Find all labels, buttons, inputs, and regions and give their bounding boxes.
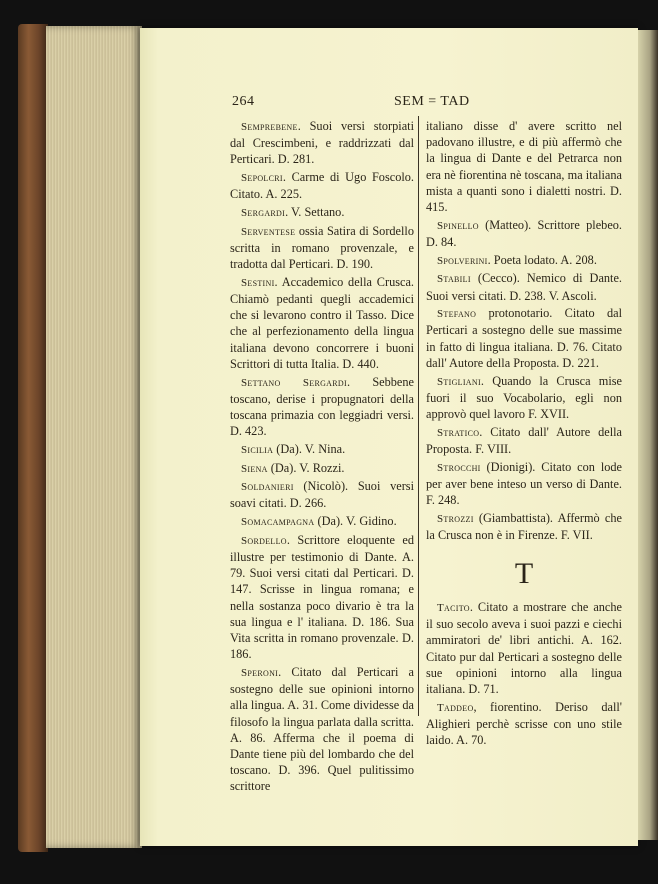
entry-text: (Giambattista). Affermò che la Crusca non è in Firenze. F. VII.: [426, 510, 622, 542]
entry-headword: Spinello: [437, 219, 479, 232]
entry-text: italiano disse d' avere scritto nel padovano illustre, e di più affermò che la lingua di Dante e del Petrarca non era nè fiorentina nè toscana, ma italiana mista a quanti sono i dialetti nostri. D. 415.: [426, 119, 622, 215]
index-entry: [426, 305, 622, 371]
entry-headword: Semprebene: [241, 121, 298, 133]
entry-headword: Stefano: [437, 308, 477, 321]
index-entry: [426, 217, 622, 250]
entry-text: (Nicolò). Suoi versi soavi citati. D. 266.: [230, 479, 414, 511]
index-entry: [426, 373, 622, 423]
entry-headword: Somacampagna: [241, 516, 315, 529]
entry-headword: Strozzi: [437, 512, 474, 525]
entry-headword: Taddeo: [437, 701, 474, 714]
entry-headword: Sestini: [241, 276, 275, 289]
entry-text: . Accademico della Crusca. Chiamò pedanti quegli accademici che si levarono contro il Tasso. Dice che al perfezionamento della lingua italiana devono concorrere i buoni Scrittori di tutta Italia. D. 440.: [230, 274, 414, 371]
entry-text: . Citato a mostrare che anche il suo secolo aveva i suoi pazzi e ciechi ammiratori de' libri antichi. A. 162. Citato pur dal Perticari a sostegno delle sue opinioni intorno alla lingua italiana. D. 71.: [426, 600, 622, 697]
index-entry: [426, 252, 622, 269]
index-entry: [230, 223, 414, 273]
entry-headword: Sepolcri: [241, 172, 283, 185]
index-entry: [426, 424, 622, 457]
index-entry: [426, 699, 622, 749]
right-column-entries-t: [426, 599, 622, 748]
index-entry: [230, 204, 414, 221]
entry-text: . V. Settano.: [285, 205, 345, 220]
entry-headword: Serventese: [241, 225, 296, 238]
entry-text: . Scrittore eloquente ed illustre per testimonio di Dante. A. 79. Suoi versi citati dal Perticari. D. 147. Scrisse in lingua romana; e nella sostanza poco divario è tra la sua lingua e l' italiana. D. 186. Sua Vita scritta in romano provenzale. D. 186.: [230, 532, 414, 662]
left-column: [230, 118, 414, 796]
right-column-entries-s: [426, 118, 622, 543]
entry-text: . Poeta lodato. A. 208.: [487, 252, 597, 267]
entry-text: . Citato dal Perticari a sostegno delle sue opinioni intorno alla lingua. A. 31. Come dividesse da filosofo la lingua parlata dalla scritta. A. 86. Afferma che il poema di Dante tiene più del lombardo che del toscano. D. 396. Quel pulitissimo scrittore: [230, 665, 414, 794]
entry-text: (Matteo). Scrittore plebeo. D. 84.: [426, 217, 622, 249]
entry-headword: Soldanieri: [241, 481, 294, 494]
index-entry: [230, 460, 414, 477]
index-entry: [230, 169, 414, 202]
entry-headword: Strocchi: [437, 461, 481, 474]
entry-text: (Cecco). Nemico di Dante. Suoi versi citati. D. 238. V. Ascoli.: [426, 271, 622, 303]
entry-headword: Spolverini: [437, 254, 488, 267]
running-head: SEM = TAD: [394, 94, 470, 109]
entry-text: protonotario. Citato dal Perticari a sostegno delle sue massime in fatto di lingua italiana. D. 76. Citato dall' Autore della Proposta. D. 221.: [426, 306, 622, 370]
entry-headword: Sicilia: [241, 443, 274, 456]
column-divider: [418, 116, 419, 716]
entry-headword: Siena: [241, 462, 268, 475]
index-entry: [230, 478, 414, 511]
entry-text: (Dionigi). Citato con lode per aver bene inteso un verso di Dante. F. 248.: [426, 459, 622, 507]
entry-text: (Da). V. Rozzi.: [267, 460, 345, 475]
index-entry: [230, 532, 414, 663]
index-entry: [230, 441, 414, 458]
entry-headword: Tacito: [437, 602, 470, 615]
entry-headword: Settano Sergardi: [241, 376, 347, 389]
book-cover-spine: [18, 24, 48, 852]
page-number: 264: [232, 94, 255, 109]
right-column: [426, 118, 622, 750]
entry-text: . Citato dall' Autore della Proposta. F. VIII.: [426, 424, 622, 456]
entry-text: . Sebbene toscano, derise i propugnatori della toscana primazia con leggiadri versi. D. 423.: [230, 374, 414, 439]
index-entry: [426, 118, 622, 215]
entry-text: (Da). V. Nina.: [273, 441, 346, 456]
entry-headword: Stigliani: [437, 375, 481, 388]
entry-headword: Speroni: [241, 667, 279, 679]
page-edges: [46, 26, 142, 848]
index-entry: [426, 510, 622, 543]
facing-page-edge: [638, 30, 658, 840]
entry-text: . Quando la Crusca mise fuori il suo Vocabolario, egli non approvò quel lavoro F. XVII.: [426, 373, 622, 421]
index-entry: [426, 599, 622, 697]
entry-headword: Sergardi: [241, 207, 286, 220]
entry-text: ossia Satira di Sordello scritta in romano provenzale, e tradotta dal Perticari. D. 190.: [230, 223, 414, 272]
section-letter: T: [514, 557, 534, 591]
index-entry: [426, 270, 622, 303]
entry-headword: Stratico: [437, 426, 480, 439]
entry-text: , fiorentino. Deriso dall' Alighieri perchè scrisse con uno stile laido. A. 70.: [426, 699, 622, 748]
entry-headword: Sordello: [241, 534, 287, 547]
index-entry: [230, 664, 414, 795]
index-entry: [230, 374, 414, 440]
index-entry: [230, 274, 414, 372]
entry-headword: Stabili: [437, 273, 471, 286]
index-entry: [230, 118, 414, 168]
index-entry: [230, 513, 414, 530]
entry-text: (Da). V. Gidino.: [314, 514, 397, 529]
index-entry: [426, 459, 622, 509]
entry-text: . Suoi versi storpiati dal Crescimbeni, e raddrizzati dal Perticari. D. 281.: [230, 119, 414, 167]
entry-text: . Carme di Ugo Foscolo. Citato. A. 225.: [230, 170, 414, 202]
